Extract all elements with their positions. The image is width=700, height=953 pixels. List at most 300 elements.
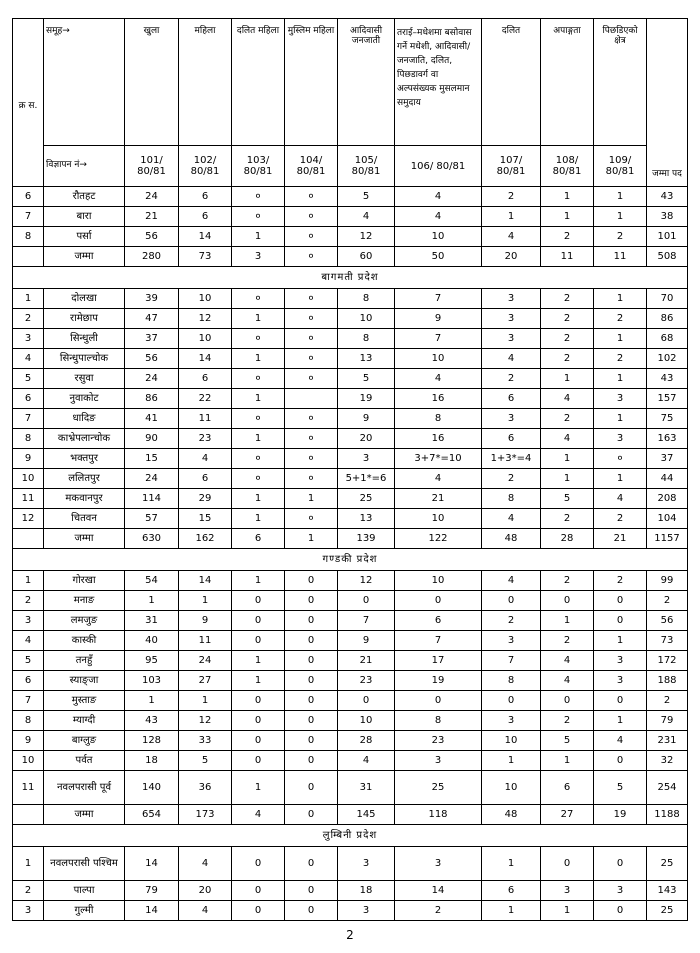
- cell-value: 1: [232, 671, 285, 691]
- cell-value: 1: [285, 489, 338, 509]
- total-value: 139: [338, 529, 395, 549]
- table-row: [13, 847, 688, 881]
- district-name: गुल्मी: [44, 901, 125, 921]
- cell-value: 0: [232, 731, 285, 751]
- cell-value: 6: [482, 429, 541, 449]
- total-value: 50: [395, 247, 482, 267]
- cell-value: 1: [541, 369, 594, 389]
- col-code: 105/ 80/81: [338, 146, 395, 187]
- cell-value: 128: [125, 731, 179, 751]
- total-value: 4: [232, 805, 285, 825]
- cell-value: 0: [232, 591, 285, 611]
- cell-value: 1: [482, 207, 541, 227]
- total-value: 60: [338, 247, 395, 267]
- cell-value: 2: [594, 571, 647, 591]
- cell-value: 14: [179, 571, 232, 591]
- cell-value: 3+7*=10: [395, 449, 482, 469]
- table-row: [13, 227, 688, 247]
- cell-value: ०: [285, 449, 338, 469]
- cell-value: 16: [395, 389, 482, 409]
- total-value: 654: [125, 805, 179, 825]
- cell-value: 4: [338, 751, 395, 771]
- cell-value: ०: [285, 349, 338, 369]
- district-name: नुवाकोट: [44, 389, 125, 409]
- district-name: रामेछाप: [44, 309, 125, 329]
- cell-value: 1: [594, 409, 647, 429]
- row-number: 11: [13, 771, 44, 805]
- table-row: [13, 771, 688, 805]
- cell-value: 1: [232, 489, 285, 509]
- cell-value: 3: [482, 711, 541, 731]
- cell-value: 15: [125, 449, 179, 469]
- cell-value: 99: [647, 571, 688, 591]
- cell-value: 7: [395, 631, 482, 651]
- cell-value: 3: [482, 329, 541, 349]
- col-code: 108/ 80/81: [541, 146, 594, 187]
- total-value: 145: [338, 805, 395, 825]
- cell-value: 5: [594, 771, 647, 805]
- cell-value: 8: [482, 489, 541, 509]
- district-name: लमजुङ: [44, 611, 125, 631]
- district-name: तनहुँ: [44, 651, 125, 671]
- row-number: 7: [13, 691, 44, 711]
- cell-value: 2: [395, 901, 482, 921]
- cell-value: 6: [482, 881, 541, 901]
- total-value: 20: [482, 247, 541, 267]
- cell-value: 5+1*=6: [338, 469, 395, 489]
- cell-value: 3: [594, 881, 647, 901]
- cell-value: 3: [482, 409, 541, 429]
- cell-value: 6: [179, 469, 232, 489]
- cell-value: 31: [338, 771, 395, 805]
- cell-value: 14: [125, 847, 179, 881]
- table-row: [13, 611, 688, 631]
- cell-value: 90: [125, 429, 179, 449]
- total-row: [13, 805, 688, 825]
- cell-value: ०: [232, 329, 285, 349]
- district-name: कास्की: [44, 631, 125, 651]
- cell-value: 1: [594, 289, 647, 309]
- cell-value: 3: [594, 429, 647, 449]
- table-row: [13, 731, 688, 751]
- total-row: [13, 529, 688, 549]
- row-number: 10: [13, 751, 44, 771]
- table-row: [13, 751, 688, 771]
- cell-value: 0: [285, 691, 338, 711]
- cell-value: 20: [179, 881, 232, 901]
- district-name: भक्तपुर: [44, 449, 125, 469]
- table-row: [13, 429, 688, 449]
- cell-value: 4: [395, 469, 482, 489]
- col-header: अपाङ्गता: [541, 19, 594, 146]
- cell-value: 0: [232, 901, 285, 921]
- cell-value: 0: [482, 691, 541, 711]
- group-header: समूह→: [44, 19, 125, 146]
- total-value: 508: [647, 247, 688, 267]
- cell-value: 0: [395, 591, 482, 611]
- cell-value: 0: [285, 631, 338, 651]
- cell-value: 37: [125, 329, 179, 349]
- cell-value: 0: [285, 751, 338, 771]
- district-name: मुस्ताङ: [44, 691, 125, 711]
- cell-value: 4: [482, 509, 541, 529]
- vacancy-table: [12, 18, 688, 921]
- cell-value: 18: [338, 881, 395, 901]
- cell-value: 1: [594, 207, 647, 227]
- cell-value: 0: [594, 901, 647, 921]
- cell-value: 54: [125, 571, 179, 591]
- cell-value: 4: [594, 489, 647, 509]
- cell-value: ०: [232, 207, 285, 227]
- cell-value: ०: [285, 207, 338, 227]
- district-name: मनाङ: [44, 591, 125, 611]
- table-row: [13, 691, 688, 711]
- cell-value: ०: [594, 449, 647, 469]
- col-header: दलित महिला: [232, 19, 285, 146]
- cell-value: 5: [179, 751, 232, 771]
- cell-value: 43: [647, 369, 688, 389]
- cell-value: 4: [541, 429, 594, 449]
- cell-value: 73: [647, 631, 688, 651]
- cell-value: 4: [395, 187, 482, 207]
- total-value: 162: [179, 529, 232, 549]
- district-name: सिन्धुपाल्चोक: [44, 349, 125, 369]
- col-header: मुस्लिम महिला: [285, 19, 338, 146]
- district-name: म्याग्दी: [44, 711, 125, 731]
- cell-value: 57: [125, 509, 179, 529]
- table-row: [13, 309, 688, 329]
- cell-value: 23: [338, 671, 395, 691]
- row-number: 7: [13, 409, 44, 429]
- cell-value: 101: [647, 227, 688, 247]
- table-row: [13, 329, 688, 349]
- cell-value: 7: [482, 651, 541, 671]
- cell-value: 8: [395, 409, 482, 429]
- cell-value: ०: [232, 409, 285, 429]
- table-row: [13, 369, 688, 389]
- col-header: तराई–मधेशमा बसोवास गर्ने मधेशी, आदिवासी/जनजाति, दलित, पिछडावर्ग वा अल्पसंख्यक मुसलमान समुदाय: [395, 19, 482, 146]
- cell-value: 103: [125, 671, 179, 691]
- cell-value: ०: [285, 309, 338, 329]
- district-name: पाल्पा: [44, 881, 125, 901]
- cell-value: 1: [482, 847, 541, 881]
- cell-value: 1: [482, 901, 541, 921]
- district-name: ललितपुर: [44, 469, 125, 489]
- row-number: 5: [13, 651, 44, 671]
- cell-value: 24: [125, 469, 179, 489]
- cell-value: 3: [395, 847, 482, 881]
- table-row: [13, 449, 688, 469]
- cell-value: 1: [594, 329, 647, 349]
- cell-value: 41: [125, 409, 179, 429]
- table-row: [13, 389, 688, 409]
- row-number: 6: [13, 671, 44, 691]
- cell-value: 1: [125, 591, 179, 611]
- district-name: धादिङ: [44, 409, 125, 429]
- total-value: 11: [541, 247, 594, 267]
- cell-value: 0: [338, 591, 395, 611]
- cell-value: 75: [647, 409, 688, 429]
- table-row: [13, 509, 688, 529]
- cell-value: 4: [594, 731, 647, 751]
- cell-value: 0: [285, 711, 338, 731]
- cell-value: 12: [179, 309, 232, 329]
- cell-value: 4: [482, 571, 541, 591]
- cell-value: 86: [647, 309, 688, 329]
- row-number: 3: [13, 611, 44, 631]
- cell-value: 10: [395, 571, 482, 591]
- cell-value: 25: [395, 771, 482, 805]
- cell-value: 39: [125, 289, 179, 309]
- total-row: [13, 247, 688, 267]
- cell-value: ०: [285, 409, 338, 429]
- cell-value: 1: [232, 389, 285, 409]
- page-number: 2: [346, 928, 354, 942]
- cell-value: 3: [338, 847, 395, 881]
- row-number: 12: [13, 509, 44, 529]
- cell-value: 32: [647, 751, 688, 771]
- row-number: 3: [13, 901, 44, 921]
- table-row: [13, 571, 688, 591]
- cell-value: 1: [179, 691, 232, 711]
- blank-cell: [13, 247, 44, 267]
- cell-value: 4: [179, 901, 232, 921]
- cell-value: 1: [541, 207, 594, 227]
- cell-value: 0: [232, 881, 285, 901]
- cell-value: 0: [285, 671, 338, 691]
- cell-value: 33: [179, 731, 232, 751]
- cell-value: 1: [541, 187, 594, 207]
- cell-value: 24: [125, 187, 179, 207]
- total-value: 3: [232, 247, 285, 267]
- cell-value: 12: [338, 571, 395, 591]
- district-name: नवलपरासी पश्चिम: [44, 847, 125, 881]
- cell-value: 10: [395, 227, 482, 247]
- cell-value: 10: [482, 731, 541, 751]
- col-header: दलित: [482, 19, 541, 146]
- cell-value: 36: [179, 771, 232, 805]
- cell-value: 1: [179, 591, 232, 611]
- cell-value: 2: [541, 329, 594, 349]
- cell-value: 2: [594, 349, 647, 369]
- row-number: 11: [13, 489, 44, 509]
- cell-value: 16: [395, 429, 482, 449]
- cell-value: 0: [482, 591, 541, 611]
- cell-value: ०: [232, 469, 285, 489]
- table-body: [13, 19, 688, 921]
- cell-value: 4: [338, 207, 395, 227]
- cell-value: 4: [482, 227, 541, 247]
- cell-value: ०: [232, 369, 285, 389]
- cell-value: 0: [594, 847, 647, 881]
- cell-value: 37: [647, 449, 688, 469]
- row-number: 4: [13, 349, 44, 369]
- cell-value: 1: [594, 187, 647, 207]
- table-row: [13, 671, 688, 691]
- cell-value: ०: [285, 429, 338, 449]
- district-name: स्याङ्जा: [44, 671, 125, 691]
- cell-value: ०: [285, 329, 338, 349]
- cell-value: 1: [594, 469, 647, 489]
- province-row: [13, 267, 688, 289]
- cell-value: 70: [647, 289, 688, 309]
- cell-value: 4: [395, 369, 482, 389]
- row-number: 3: [13, 329, 44, 349]
- cell-value: 3: [395, 751, 482, 771]
- row-number: 8: [13, 227, 44, 247]
- total-value: 173: [179, 805, 232, 825]
- cell-value: 8: [482, 671, 541, 691]
- cell-value: 0: [285, 771, 338, 805]
- cell-value: 2: [647, 591, 688, 611]
- cell-value: 25: [647, 847, 688, 881]
- cell-value: 8: [338, 329, 395, 349]
- cell-value: 0: [285, 571, 338, 591]
- cell-value: 0: [285, 591, 338, 611]
- blank-cell: [13, 529, 44, 549]
- cell-value: 2: [541, 571, 594, 591]
- cell-value: 1: [482, 751, 541, 771]
- cell-value: 0: [395, 691, 482, 711]
- cell-value: [285, 389, 338, 409]
- table-row: [13, 489, 688, 509]
- cell-value: 5: [338, 369, 395, 389]
- cell-value: 0: [232, 711, 285, 731]
- district-name: सिन्धुली: [44, 329, 125, 349]
- cell-value: 10: [338, 711, 395, 731]
- row-number: 5: [13, 369, 44, 389]
- district-name: काभ्रेपलान्चोक: [44, 429, 125, 449]
- cell-value: 28: [338, 731, 395, 751]
- cell-value: 1: [232, 349, 285, 369]
- cell-value: 7: [395, 289, 482, 309]
- table-row: [13, 187, 688, 207]
- col-code: 102/ 80/81: [179, 146, 232, 187]
- table-row: [13, 631, 688, 651]
- cell-value: 2: [594, 227, 647, 247]
- cell-value: 5: [541, 731, 594, 751]
- cell-value: 0: [285, 847, 338, 881]
- cell-value: 1: [232, 429, 285, 449]
- cell-value: 1: [232, 771, 285, 805]
- cell-value: 2: [482, 369, 541, 389]
- cell-value: 0: [541, 591, 594, 611]
- cell-value: 43: [125, 711, 179, 731]
- cell-value: 11: [179, 631, 232, 651]
- cell-value: 157: [647, 389, 688, 409]
- cell-value: 15: [179, 509, 232, 529]
- cell-value: 0: [594, 691, 647, 711]
- total-value: 48: [482, 805, 541, 825]
- district-name: रसुवा: [44, 369, 125, 389]
- table-row: [13, 881, 688, 901]
- cell-value: 1: [232, 651, 285, 671]
- cell-value: 3: [594, 671, 647, 691]
- col-header: आदिवासी जनजाती: [338, 19, 395, 146]
- cell-value: 4: [541, 671, 594, 691]
- district-name: पर्वत: [44, 751, 125, 771]
- district-name: चितवन: [44, 509, 125, 529]
- cell-value: 3: [594, 651, 647, 671]
- cell-value: 1: [541, 469, 594, 489]
- cell-value: 143: [647, 881, 688, 901]
- cell-value: 0: [541, 847, 594, 881]
- table-row: [13, 289, 688, 309]
- cell-value: 4: [395, 207, 482, 227]
- cell-value: 10: [482, 771, 541, 805]
- total-label: जम्मा: [44, 529, 125, 549]
- cell-value: 44: [647, 469, 688, 489]
- table-row: [13, 207, 688, 227]
- total-value: 1188: [647, 805, 688, 825]
- cell-value: 2: [541, 349, 594, 369]
- cell-value: 4: [541, 389, 594, 409]
- cell-value: 3: [482, 289, 541, 309]
- table-row: [13, 651, 688, 671]
- district-name: पर्सा: [44, 227, 125, 247]
- province-title: लुम्बिनी प्रदेश: [13, 825, 688, 847]
- cell-value: 68: [647, 329, 688, 349]
- cell-value: 1: [125, 691, 179, 711]
- cell-value: 3: [482, 309, 541, 329]
- district-name: बाग्लुङ: [44, 731, 125, 751]
- cell-value: 21: [395, 489, 482, 509]
- cell-value: 10: [338, 309, 395, 329]
- table-row: [13, 469, 688, 489]
- cell-value: ०: [232, 449, 285, 469]
- code-row: [13, 146, 688, 187]
- cell-value: ०: [285, 469, 338, 489]
- table-row: [13, 711, 688, 731]
- row-number: 1: [13, 571, 44, 591]
- cell-value: 5: [541, 489, 594, 509]
- cell-value: 0: [232, 631, 285, 651]
- cell-value: 19: [338, 389, 395, 409]
- cell-value: 43: [647, 187, 688, 207]
- cell-value: 14: [125, 901, 179, 921]
- cell-value: 20: [338, 429, 395, 449]
- cell-value: 6: [179, 207, 232, 227]
- cell-value: 0: [232, 751, 285, 771]
- cell-value: 1: [541, 449, 594, 469]
- row-number: 8: [13, 711, 44, 731]
- cell-value: 95: [125, 651, 179, 671]
- cell-value: 4: [179, 847, 232, 881]
- row-number: 10: [13, 469, 44, 489]
- cell-value: 0: [285, 881, 338, 901]
- cell-value: 3: [594, 389, 647, 409]
- total-value: 630: [125, 529, 179, 549]
- cell-value: 1: [232, 309, 285, 329]
- table-row: [13, 349, 688, 369]
- cell-value: 12: [338, 227, 395, 247]
- cell-value: 4: [179, 449, 232, 469]
- cell-value: 9: [338, 409, 395, 429]
- row-number: 1: [13, 847, 44, 881]
- cell-value: 4: [541, 651, 594, 671]
- cell-value: 0: [541, 691, 594, 711]
- cell-value: 104: [647, 509, 688, 529]
- total-label: जम्मा: [44, 805, 125, 825]
- cell-value: 14: [395, 881, 482, 901]
- row-number: 2: [13, 309, 44, 329]
- cell-value: 0: [232, 847, 285, 881]
- row-number: 4: [13, 631, 44, 651]
- col-code: 103/ 80/81: [232, 146, 285, 187]
- table-row: [13, 591, 688, 611]
- cell-value: 21: [125, 207, 179, 227]
- total-value: 1157: [647, 529, 688, 549]
